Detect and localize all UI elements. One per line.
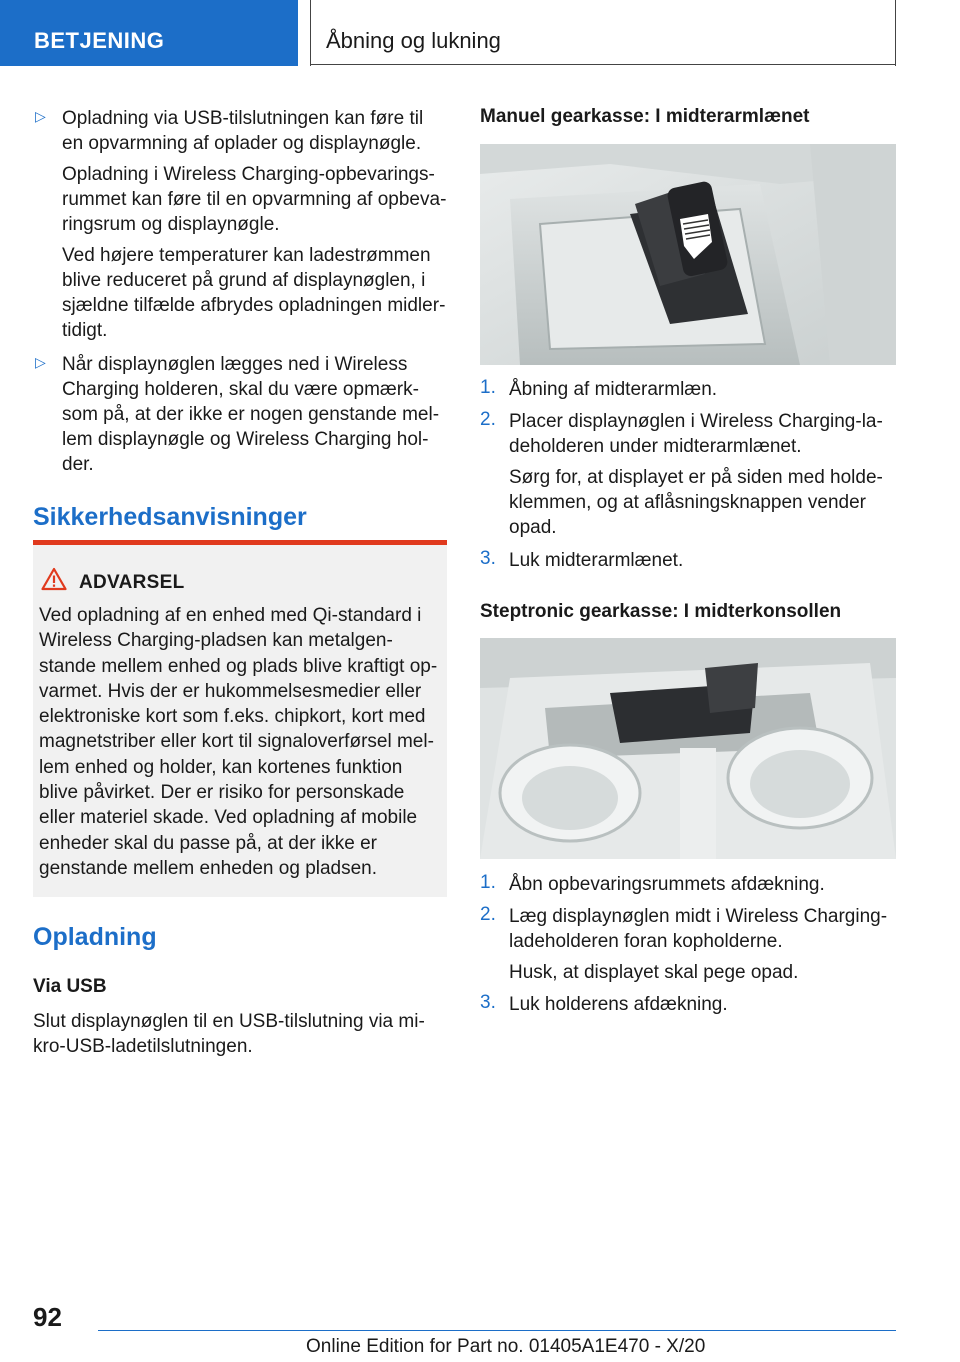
bullet-text: Opladning via USB-tilslutningen kan føre til en opvarmning af oplader og displaynøgle. — [62, 108, 424, 154]
steptronic-step-3 — [480, 992, 896, 1017]
manual-step-1 — [480, 377, 896, 402]
armrest-photo — [480, 144, 896, 365]
edition-footer: Online Edition for Part no. 01405A1E470 - X/20 — [306, 1336, 706, 1357]
safety-heading: Sikkerhedsanvisninger — [33, 503, 307, 531]
section-tab: BETJENING — [0, 0, 298, 66]
footer-rule — [98, 1330, 896, 1331]
step-number: 2. — [480, 904, 496, 925]
steptronic-heading: Steptronic gearkasse: I midterkonsollen — [480, 601, 842, 622]
triangle-bullet-icon: ▷ — [35, 108, 46, 124]
warning-title: ADVARSEL — [79, 572, 185, 593]
page-header — [0, 0, 960, 66]
bullet-text: Opladning i Wireless Charging-opbevaringsrummet kan føre til en opvarmning af opbevaringsrum og displaynøgle. — [62, 164, 447, 235]
step-number: 3. — [480, 548, 496, 569]
manual-step-3 — [480, 548, 896, 573]
triangle-bullet-icon: ▷ — [35, 354, 46, 370]
header-divider — [310, 0, 311, 66]
step-text: Husk, at displayet skal pege opad. — [509, 962, 799, 983]
step-text: Placer displaynøglen i Wireless Charging-ladeholderen under midterarmlænet. — [509, 411, 883, 457]
warning-text: Ved opladning af en enhed med Qi-standard i Wireless Charging-pladsen kan metalgenstande mellem enhed og plads blive kraftigt opvarmet. Hvis der er hukommelsesmedier eller elektroniske kort som f.eks. chipkort, kort med magnetstriber eller kort til signaloverførsel mellem enhed og holder, kan kortenes funktion blive påvirket. Der er risiko for personskade eller materiel skade. Ved opladning af mobile enheder skal du passe på, at der ikke er genstande mellem enheden og pladsen. — [39, 605, 438, 879]
charging-heading: Opladning — [33, 923, 157, 951]
bullet-item-2 — [33, 352, 447, 477]
usb-subheading: Via USB — [33, 976, 107, 997]
warning-box — [33, 540, 447, 897]
step-number: 1. — [480, 377, 496, 398]
manual-step-2 — [480, 409, 896, 540]
step-number: 2. — [480, 409, 496, 430]
step-text: Sørg for, at displayet er på siden med holdeklemmen, og at aflåsningsknappen vender opad. — [509, 467, 883, 538]
warning-triangle-icon — [41, 567, 67, 591]
usb-text: Slut displaynøglen til en USB-tilslutning via mikro-USB-ladetilslutningen. — [33, 1011, 425, 1057]
console-photo — [480, 638, 896, 859]
chapter-title: Åbning og lukning — [326, 28, 501, 53]
step-text: Luk midterarmlænet. — [509, 550, 684, 571]
step-text: Luk holderens afdækning. — [509, 994, 728, 1015]
step-number: 3. — [480, 992, 496, 1013]
step-text: Åbn opbevaringsrummets afdækning. — [509, 874, 825, 895]
bullet-text: Når displaynøglen lægges ned i Wireless Charging holderen, skal du være opmærksom på, at der ikke er nogen genstande mellem displaynøgle og Wireless Charging holder. — [62, 354, 440, 475]
step-text: Åbning af midterarmlæn. — [509, 379, 718, 400]
header-rule — [310, 64, 896, 65]
manual-gearbox-heading: Manuel gearkasse: I midterarmlænet — [480, 106, 810, 127]
steptronic-step-2 — [480, 904, 896, 985]
steptronic-step-1 — [480, 872, 896, 897]
step-text: Læg displaynøglen midt i Wireless Charging-ladeholderen foran kopholderne. — [509, 906, 888, 952]
step-number: 1. — [480, 872, 496, 893]
bullet-text: Ved højere temperaturer kan ladestrømmen blive reduceret på grund af displaynøglen, i sjældne tilfælde afbrydes opladningen midlertidigt. — [62, 245, 446, 341]
page-number: 92 — [33, 1302, 62, 1332]
bullet-item-1 — [33, 106, 447, 343]
header-divider-right — [895, 0, 896, 66]
